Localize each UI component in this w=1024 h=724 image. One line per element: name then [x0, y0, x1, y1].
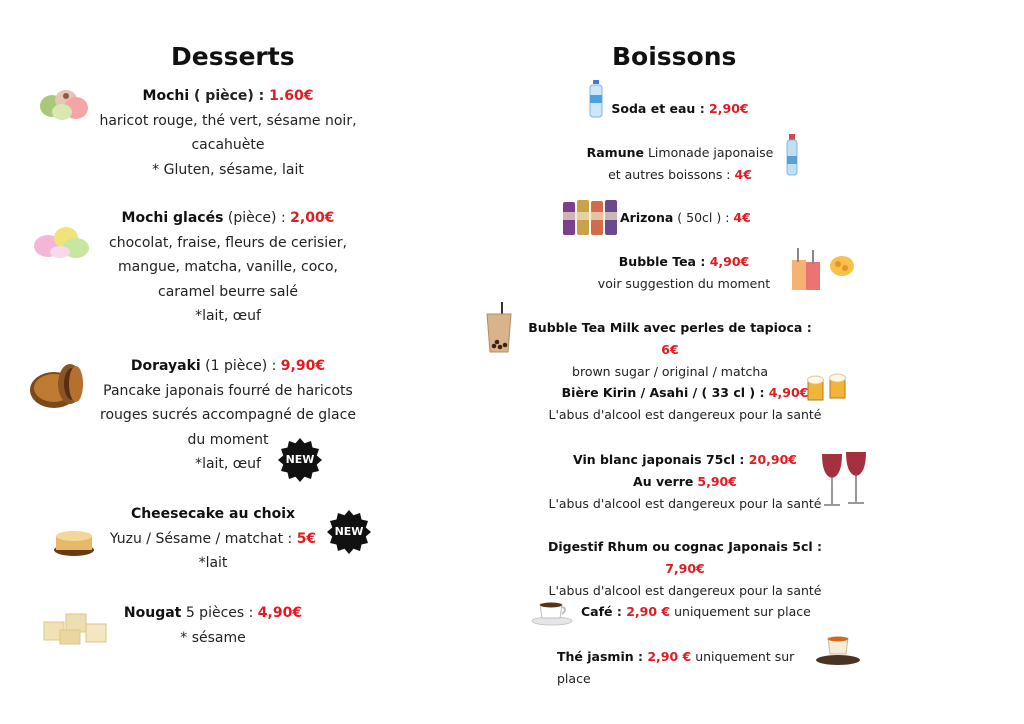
drink-name: Soda et eau	[611, 101, 696, 116]
drink-line: L'abus d'alcool est dangereux pour la santé	[548, 407, 822, 422]
coffee-cup-image	[530, 598, 574, 626]
drink-sep: :	[633, 649, 648, 664]
drink-name: Ramune	[586, 145, 644, 160]
item-line: mangue, matcha, vanille, coco,	[117, 259, 338, 275]
drink-desc: uniquement sur place	[670, 604, 811, 619]
drink-vin	[535, 449, 835, 515]
item-line: caramel beurre salé	[158, 283, 298, 300]
drink-bubble-tea	[564, 251, 804, 295]
drink-sep: :	[695, 254, 710, 269]
dessert-dorayaki-title	[78, 354, 378, 379]
dessert-cheesecake-title	[63, 502, 363, 527]
drink-name-verre: Au verre	[633, 474, 694, 489]
dessert-mochi-glaces-title	[78, 206, 378, 231]
drink-biere	[535, 382, 835, 426]
item-qualifier: ( pièce) :	[189, 88, 270, 104]
item-name: Nougat	[123, 605, 182, 621]
item-name: Mochi glacés	[121, 210, 224, 226]
new-badge-cheesecake	[327, 510, 371, 554]
item-line	[63, 527, 363, 552]
item-qualifier: (1 pièce) :	[200, 358, 281, 374]
new-badge-label: NEW	[334, 525, 364, 538]
drink-sep: :	[812, 539, 823, 554]
drink-line: voir suggestion du moment	[597, 276, 771, 291]
item-name: Mochi	[142, 88, 190, 104]
drink-price: 4,90€	[709, 254, 750, 269]
new-badge-dorayaki	[278, 438, 322, 482]
drink-line	[535, 449, 835, 471]
dessert-dorayaki	[78, 354, 378, 477]
drink-desc: et autres boissons :	[608, 167, 735, 182]
drink-soda	[560, 98, 800, 120]
dessert-mochi-title	[78, 84, 378, 109]
item-price: 2,00€	[290, 210, 335, 226]
drink-line	[560, 142, 800, 164]
drink-price: 2,90 €	[647, 649, 692, 664]
item-line: du moment	[187, 431, 269, 448]
arizona-cans-image	[562, 198, 620, 236]
drink-line	[535, 536, 835, 580]
item-name: Cheesecake au choix	[130, 506, 296, 522]
drink-name: Bubble Tea Milk avec perles de tapioca	[528, 320, 803, 335]
item-line: * Gluten, sésame, lait	[152, 161, 304, 178]
drink-price: 20,90€	[748, 452, 798, 467]
drink-line: brown sugar / original / matcha	[572, 364, 768, 379]
drink-sep: :	[612, 604, 627, 619]
drink-desc: ( 50cl ) :	[673, 210, 734, 225]
drink-name: Bubble Tea	[618, 254, 696, 269]
drink-desc: Limonade japonaise	[643, 145, 774, 160]
drink-name: Digestif Rhum ou cognac Japonais 5cl	[547, 539, 813, 554]
dessert-mochi	[78, 84, 378, 182]
drink-line	[535, 382, 835, 404]
drink-sep: :	[695, 101, 710, 116]
drink-name: Thé jasmin	[557, 649, 634, 664]
item-price: 1.60€	[269, 88, 314, 104]
drink-digestif	[535, 536, 835, 602]
item-line: Pancake japonais fourré de haricots	[103, 382, 353, 399]
drink-ramune	[560, 142, 800, 186]
drink-sep: :	[735, 452, 749, 467]
drink-name: Café	[581, 604, 613, 619]
item-line: *lait, œuf	[195, 456, 261, 472]
drink-bubble-tea-milk	[520, 317, 820, 383]
dessert-mochi-glaces	[78, 206, 378, 329]
drink-sep: :	[755, 385, 769, 400]
drink-line	[520, 317, 820, 361]
item-price: 9,90€	[280, 358, 326, 374]
drink-sep: :	[802, 320, 812, 335]
item-line: chocolat, fraise, fleurs de cerisier,	[109, 234, 347, 251]
drink-line	[560, 164, 800, 186]
item-price: 5€	[296, 530, 317, 547]
new-badge-label: NEW	[285, 453, 315, 466]
drink-desc: uniquement sur place	[557, 649, 795, 686]
desserts-title: Desserts	[171, 42, 295, 71]
boissons-title: Boissons	[612, 42, 737, 71]
drink-price-verre: 5,90€	[697, 474, 737, 489]
drink-price: 4,90€	[768, 385, 809, 400]
drink-price: 4€	[734, 167, 752, 182]
drink-price: 2,90€	[709, 101, 749, 116]
drink-price: 6€	[661, 342, 679, 357]
drink-name: Arizona	[620, 210, 674, 225]
drink-line	[564, 251, 804, 273]
drink-the-jasmin	[557, 646, 827, 690]
dessert-nougat	[63, 601, 363, 650]
drink-price: 4€	[733, 210, 751, 225]
bubble-tea-milk-image	[484, 302, 514, 354]
item-line: rouges sucrés accompagné de glace	[100, 407, 356, 423]
item-name: Dorayaki	[130, 358, 201, 374]
drink-name: Bière Kirin / Asahi / ( 33 cl )	[561, 385, 756, 400]
drink-line: L'abus d'alcool est dangereux pour la santé	[548, 583, 822, 598]
item-subline: Yuzu / Sésame / matchat :	[109, 530, 297, 547]
drink-arizona	[620, 207, 760, 229]
item-line: *lait	[198, 555, 228, 571]
drink-price: 7,90€	[665, 561, 705, 576]
item-line: * sésame	[180, 629, 246, 646]
item-line: *lait, œuf	[195, 308, 261, 324]
drink-price: 2,90 €	[626, 604, 671, 619]
item-qualifier: 5 pièces :	[181, 605, 258, 621]
item-price: 4,90€	[257, 605, 303, 621]
drink-cafe	[581, 601, 821, 623]
dessert-nougat-title	[63, 601, 363, 626]
item-qualifier: (pièce) :	[223, 210, 291, 226]
item-line: cacahuète	[191, 137, 265, 153]
dessert-cheesecake	[63, 502, 363, 576]
drink-name: Vin blanc japonais 75cl	[572, 452, 736, 467]
drink-line: L'abus d'alcool est dangereux pour la santé	[548, 496, 822, 511]
drink-line	[535, 471, 835, 493]
item-line: haricot rouge, thé vert, sésame noir,	[99, 112, 357, 129]
